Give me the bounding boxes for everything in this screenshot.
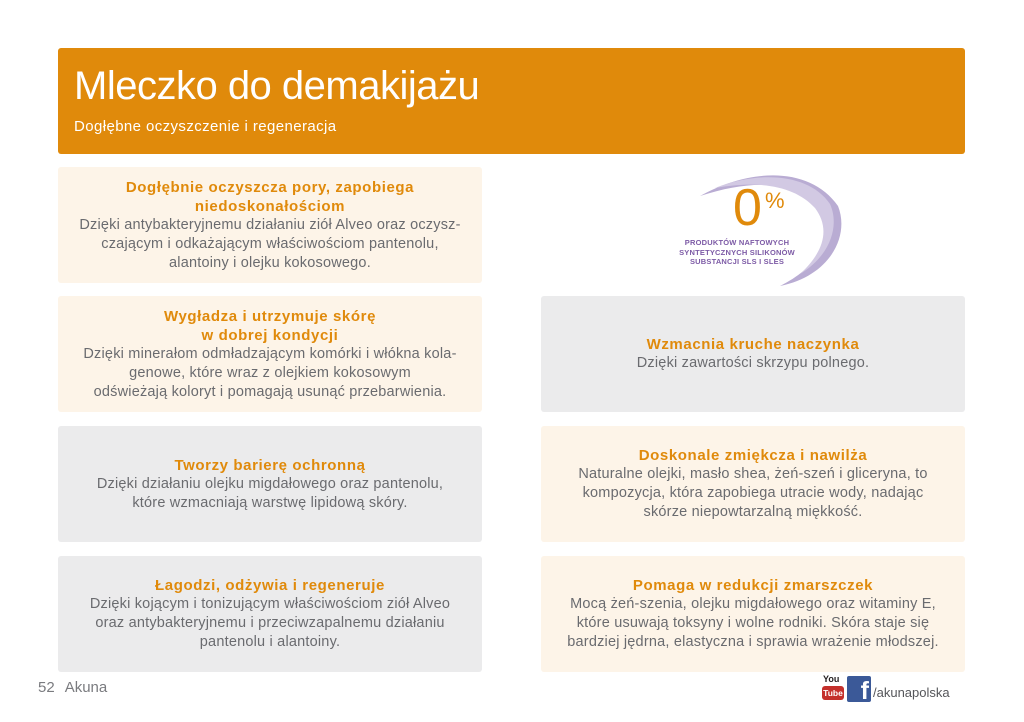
benefit-card-text: Dzięki zawartości skrzypu polnego. (636, 355, 870, 371)
page-title: Mleczko do demakijażu (74, 64, 480, 108)
benefit-card-title: Wygładza i utrzymuje skórę w dobrej kondycji (163, 307, 377, 344)
benefit-card-soothing (58, 556, 482, 672)
badge-zero-number: 0 (733, 179, 762, 237)
benefit-card-capillaries (541, 296, 965, 412)
facebook-icon[interactable]: f (847, 676, 871, 702)
benefit-card-text: Dzięki kojącym i tonizującym właściwościom ziół Alveo oraz antybakteryjnemu i przeciwzapalnemu działaniu pantenolu i alantoiny. (89, 596, 451, 650)
benefit-card-title: Łagodzi, odżywia i regeneruje (155, 577, 385, 594)
benefit-card-text: Dzięki działaniu olejku migdałowego oraz pantenolu, które wzmacniają warstwę lipidową skóry. (96, 475, 444, 511)
benefit-card-title: Doskonale zmiękcza i nawilża (638, 447, 868, 464)
brand-name: Akuna (64, 679, 108, 696)
benefit-card-smoothing (58, 296, 482, 412)
page-subtitle: Dogłębne oczyszczenie i regeneracja (74, 118, 337, 135)
page-number: 52 (38, 679, 55, 696)
page-header (58, 48, 965, 154)
badge-line-1: PRODUKTÓW NAFTOWYCH (684, 238, 790, 247)
social-handle[interactable]: /akunapolska (873, 685, 950, 700)
badge-percent-sign: % (765, 188, 785, 213)
benefit-card-title: Dogłębnie oczyszcza pory, zapobiega niedoskonałościom (125, 178, 415, 215)
badge-line-2: SYNTETYCZNYCH SILIKONÓW (679, 247, 795, 257)
benefit-card-text: Naturalne olejki, masło shea, żeń-szeń i gliceryna, to kompozycja, która zapobiega utracie wody, nadając skórze niepowtarzalną miękkość. (578, 466, 928, 520)
benefit-card-text: Dzięki minerałom odmładzającym komórki i włókna kola- genowe, które wraz z olejkiem kokosowym odświeżają koloryt i pomagają usunąć przebarwienia. (83, 345, 457, 400)
benefit-card-text: Mocą żeń-szenia, olejku migdałowego oraz witaminy E, które usuwają toksyny i wolne rodniki. Skóra staje się bardziej jędrna, elastyczna i sprawia wrażenie młodszej. (567, 596, 939, 650)
social-links (822, 674, 950, 702)
badge-line-3: SUBSTANCJI SLS I SLES (689, 257, 785, 266)
benefit-card-title: Wzmacnia kruche naczynka (646, 336, 860, 353)
page-footer (38, 679, 107, 696)
benefit-card-title: Tworzy barierę ochronną (174, 456, 366, 474)
benefit-card-barrier (58, 426, 482, 542)
benefit-card-title: Pomaga w redukcji zmarszczek (632, 577, 874, 594)
benefit-card-moisturizing (541, 426, 965, 542)
benefit-card-text: Dzięki antybakteryjnemu działaniu ziół Alveo oraz oczysz- czającym i odkażającym właściwościom pantenolu, alantoiny i olejku kokosowego. (79, 216, 461, 271)
youtube-icon[interactable]: You Tube (823, 674, 843, 698)
zero-percent-badge (660, 166, 850, 288)
benefit-card-wrinkles (541, 556, 965, 672)
badge-text (660, 238, 814, 267)
benefit-card-pores (58, 167, 482, 283)
